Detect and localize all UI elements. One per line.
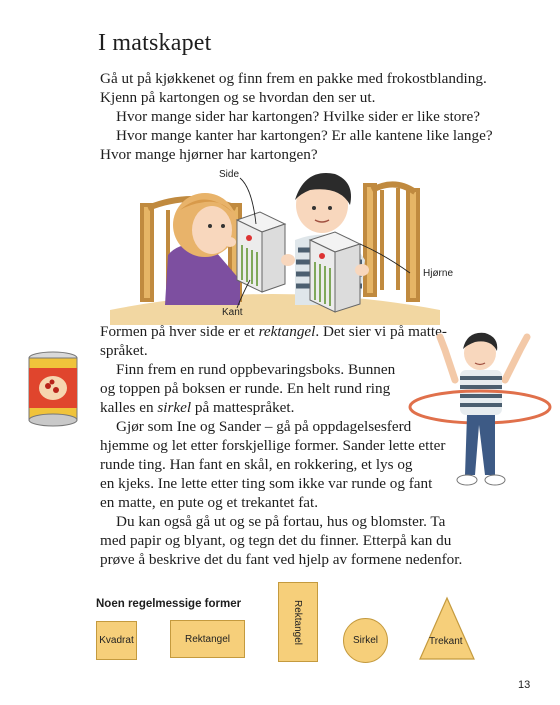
intro-line: Hvor mange sider har kartongen? Hvilke sider er like store? bbox=[116, 108, 480, 125]
triangle-shape bbox=[418, 596, 476, 662]
table bbox=[110, 294, 440, 325]
intro-line: Gå ut på kjøkkenet og finn frem en pakke med frokostblanding. bbox=[100, 70, 487, 87]
body-line: runde ting. Han fant en skål, en rokkering, et lys og bbox=[100, 456, 413, 473]
hula-hoop-boy-illustration bbox=[395, 325, 555, 505]
label-corner: Hjørne bbox=[423, 268, 454, 279]
circle-shape bbox=[343, 618, 388, 663]
triangle-label: Trekant bbox=[429, 636, 463, 647]
intro-line: Kjenn på kartongen og se hvordan den ser ut. bbox=[100, 89, 376, 106]
circle-label: Sirkel bbox=[352, 635, 378, 646]
body-line: Finn frem en rund oppbevaringsboks. Bunnen bbox=[116, 361, 396, 378]
shapes-heading: Noen regelmessige former bbox=[96, 598, 242, 610]
rectangle-shape bbox=[170, 620, 245, 658]
body-line: Formen på hver side er et rektangel. Det sier vi på matte- bbox=[100, 323, 447, 340]
square-label: Kvadrat bbox=[99, 635, 134, 646]
intro-line: Hvor mange kanter har kartongen? Er alle kantene like lange? bbox=[116, 127, 493, 144]
body-line: med papir og blyant, og tegn det du finner. Etterpå kan du bbox=[100, 532, 452, 549]
body-line: språket. bbox=[100, 342, 148, 359]
vertical-rectangle-shape bbox=[278, 582, 318, 662]
body-line: en kjeks. Ine lette etter ting som ikke var runde og fant bbox=[100, 475, 433, 492]
body-line: prøve å beskrive det du fant ved hjelp av formene nedenfor. bbox=[100, 551, 463, 568]
cereal-box-left bbox=[237, 212, 285, 292]
children-cereal-box-illustration bbox=[110, 160, 440, 325]
tin-can-illustration bbox=[24, 350, 82, 430]
body-line: hjemme og let etter forskjellige former. Sander lette etter bbox=[100, 437, 446, 454]
intro-line: Hvor mange hjørner har kartongen? bbox=[100, 146, 318, 163]
vertical-rectangle-label: Rektangel bbox=[292, 599, 304, 645]
body-line: en matte, en pute og et trekantet fat. bbox=[100, 494, 319, 511]
body-line: og toppen på boksen er runde. En helt rund ring bbox=[100, 380, 391, 397]
body-line: Gjør som Ine og Sander – gå på oppdagelsesferd bbox=[116, 418, 412, 435]
page-title: I matskapet bbox=[98, 30, 212, 56]
cereal-box-right bbox=[310, 232, 360, 312]
label-edge: Kant bbox=[222, 307, 243, 318]
right-chair bbox=[365, 184, 418, 300]
body-line: kalles en sirkel på mattespråket. bbox=[100, 399, 295, 416]
square-shape bbox=[96, 621, 137, 660]
page-number: 13 bbox=[518, 679, 531, 691]
label-side: Side bbox=[219, 169, 240, 180]
rectangle-label: Rektangel bbox=[184, 633, 231, 645]
body-line: Du kan også gå ut og se på fortau, hus og blomster. Ta bbox=[116, 513, 446, 530]
